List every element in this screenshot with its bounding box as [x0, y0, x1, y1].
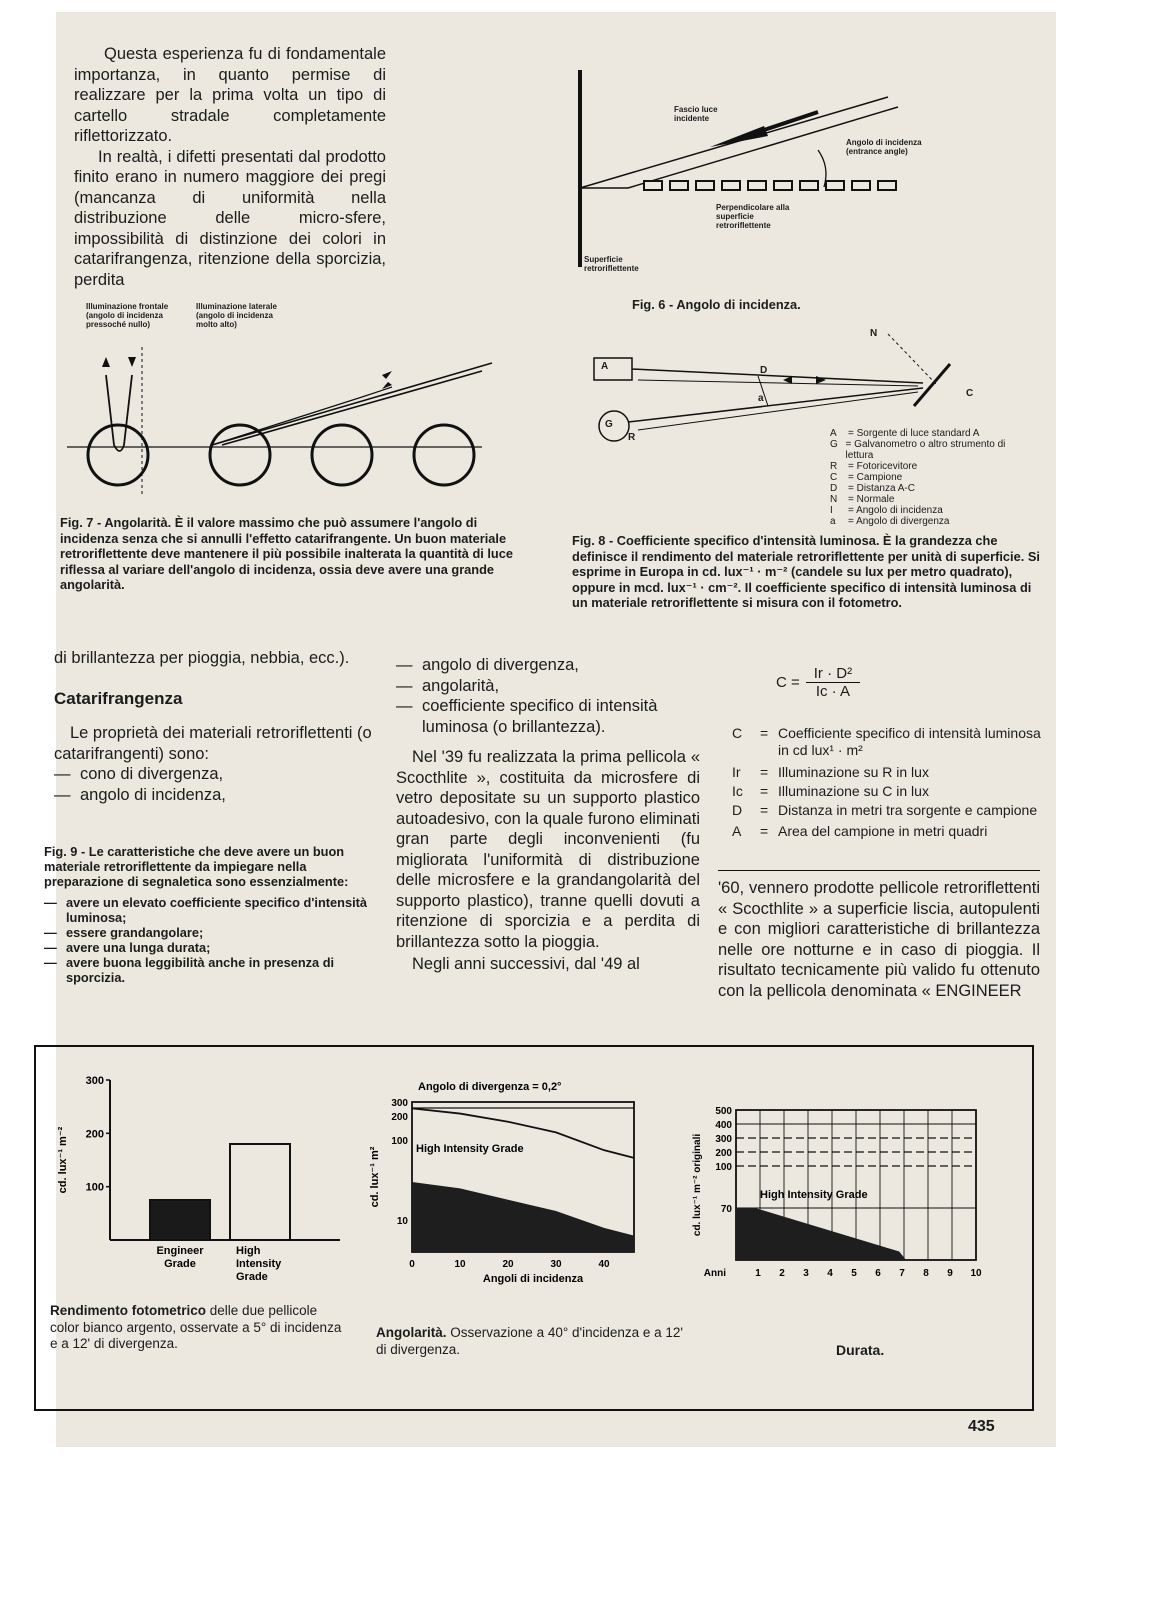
chart3-y-tick-label: 70: [720, 1204, 732, 1215]
chart1-y-axis-label: cd. lux⁻¹ m⁻²: [57, 1126, 69, 1194]
chart1-category-label: High: [236, 1245, 261, 1257]
chart1-bar: [230, 1144, 290, 1240]
list-item: — angolo di incidenza,: [54, 785, 226, 804]
fig8-beam-return: [638, 392, 918, 430]
chart3-y-tick-label: 400: [715, 1120, 732, 1131]
chart3-y-tick-label: 100: [715, 1162, 732, 1173]
chart1-y-tick-label: 200: [85, 1128, 104, 1141]
chart1-category-label: Intensity: [236, 1258, 282, 1270]
chart3-x-axis-label: Anni: [703, 1268, 726, 1279]
article-column-1-top: [74, 44, 386, 290]
fig9-list: [44, 895, 370, 985]
list-item: — angolo di divergenza,: [396, 656, 579, 674]
fig6-angle-arc: [818, 150, 826, 187]
chart2-x-tick-label: 20: [502, 1259, 514, 1270]
divider-rule: [718, 870, 1040, 871]
list-item: — avere un elevato coefficiente specifico d'intensità luminosa;: [44, 895, 368, 925]
chart2-x-tick-label: 30: [550, 1259, 562, 1270]
fig6-label-superficie: Superficie retroriflettente: [584, 255, 639, 273]
definition-row: A = Area del campione in metri quadri: [732, 823, 988, 839]
fig7-label-laterale: Illuminazione laterale (angolo di incidenza molto alto): [196, 302, 277, 329]
chart1-category-label: Grade: [236, 1271, 268, 1283]
article-column-3: [718, 878, 1040, 1001]
chart2-title: Angolo di divergenza = 0,2°: [418, 1082, 562, 1093]
list-item: — avere una lunga durata;: [44, 940, 211, 955]
formula-numerator: Ir · D²: [806, 665, 860, 683]
fig8-label-g: G: [605, 419, 613, 430]
chart2-series-area: [412, 1182, 634, 1252]
chart2-y-tick-label: 200: [391, 1112, 408, 1124]
fig6-label-perpendicolare: Perpendicolare alla superficie retroriflettente: [716, 203, 790, 230]
fig6-perpendicular-dashes: [644, 181, 896, 190]
chart3-x-tick-label: 10: [970, 1268, 982, 1279]
chart2-series-label: High Intensity Grade: [416, 1143, 524, 1156]
paragraph-difetti: In realtà, i difetti presentati dal prodotto finito erano in numero maggiore dei pregi (mancanza di uniformità nella distribuzione delle micro-sfere, impossibilità di distinzione dei colori in catarifrangenza, ritenzione della sporcizia, perdita: [74, 147, 386, 289]
chart3-x-tick-label: 7: [899, 1268, 905, 1279]
chart1-caption-title: Rendimento fotometrico: [50, 1303, 207, 1318]
list-item: — angolarità,: [396, 676, 500, 695]
fig8-caption: Fig. 8 - Coefficiente specifico d'intensità luminosa. È la grandezza che definisce il rendimento del materiale retroriflettente per unità di superficie. Si esprime in Europa in cd. lux⁻¹ · m⁻² (candele su lux per metro quadrato), oppure in mcd. lux⁻¹ · cm⁻². Il coefficiente specifico di intensità luminosa di un materiale retroriflettente si misura con il fotometro.: [572, 533, 1040, 610]
chart3-y-tick-label: 300: [715, 1134, 732, 1145]
formula-block: [776, 665, 1056, 700]
fig7-frontal-rays: [106, 375, 132, 451]
fig7-label-frontale: Illuminazione frontale (angolo di incidenza pressoché nullo): [86, 302, 169, 329]
fig8-source-box: [594, 358, 632, 380]
chart3-x-tick-label: 6: [875, 1268, 881, 1279]
fig7-diagram: [62, 305, 512, 510]
chart3-x-tick-label: 9: [947, 1268, 953, 1279]
chart1-caption: delle due pellicole color bianco argento, osservate a 5° di incidenza e a 12' di divergenza.: [50, 1303, 342, 1351]
list-item: — cono di divergenza,: [54, 765, 224, 783]
chart3-caption: Durata.: [836, 1342, 885, 1358]
formula-denominator: Ic · A: [815, 683, 851, 700]
fig7-lateral-rays: [212, 363, 492, 445]
chart-rendimento: [50, 1070, 350, 1295]
chart3-x-tick-label: 4: [827, 1268, 833, 1279]
fig9-caption: Fig. 9 - Le caratteristiche che deve avere un buon materiale retroriflettente da impiegare nella preparazione di segnaletica sono essenzialmente:: [44, 844, 349, 889]
article-column-1-bottom: [54, 648, 376, 805]
fig8-label-n: N: [870, 328, 878, 339]
chart3-x-tick-label: 1: [755, 1268, 761, 1279]
fig8-legend-item: R = Fotoricevitore: [830, 461, 918, 472]
chart1-y-tick-label: 100: [85, 1181, 104, 1194]
fig7-sphere-3: [312, 425, 372, 485]
fig6-label-angolo: Angolo di incidenza (entrance angle): [846, 138, 922, 156]
fig6-caption: Fig. 6 - Angolo di incidenza.: [632, 297, 801, 312]
chart2-caption: Osservazione a 40° d'incidenza e a 12' di divergenza.: [376, 1325, 683, 1357]
chart2-x-tick-label: 40: [598, 1259, 610, 1270]
chart-angolarita: [366, 1082, 666, 1307]
paragraph-anni-successivi: Negli anni successivi, dal '49 al: [412, 955, 640, 973]
chart3-x-tick-label: 8: [923, 1268, 929, 1279]
fig8-legend-item: G = Galvanometro o altro strumento di lettura: [830, 439, 1006, 461]
chart1-category-label: Grade: [164, 1258, 196, 1270]
fig7-caption: Fig. 7 - Angolarità. È il valore massimo che può assumere l'angolo di incidenza senza che si annulli l'effetto catarifrangente. Un buon materiale retroriflettente deve mantenere il più possibile inalterata la quantità di luce riflessa al variare dell'angolo di incidenza, ossia deve avere una grande angolarità.: [60, 515, 513, 592]
list-item: — essere grandangolare;: [44, 925, 204, 940]
chart3-y-tick-label: 200: [715, 1148, 732, 1159]
fig8-legend-item: N = Normale: [830, 494, 895, 505]
paragraph-continuation: di brillantezza per pioggia, nebbia, ecc.).: [54, 649, 350, 667]
definition-row: Ir = Illuminazione su R in lux: [732, 764, 929, 780]
formula-fraction: [806, 665, 860, 700]
fig6-diagram: [568, 62, 928, 277]
fig8-legend: [830, 428, 1010, 527]
formula-definitions: [732, 725, 1054, 840]
chart2-x-tick-label: 10: [454, 1259, 466, 1270]
page-number: 435: [968, 1418, 995, 1435]
property-list-col1: [54, 764, 376, 805]
fig8-label-r: R: [628, 432, 636, 443]
fig8-legend-item: a = Angolo di divergenza: [830, 516, 950, 527]
chart1-y-tick-label: 300: [85, 1075, 104, 1087]
fig8-sample: [914, 364, 950, 406]
fig8-legend-item: I = Angolo di incidenza: [830, 505, 943, 516]
chart3-y-axis-label: cd. lux⁻¹ m⁻² originali: [692, 1133, 703, 1237]
fig7-sphere-4: [414, 425, 474, 485]
chart3-x-tick-label: 2: [779, 1268, 785, 1279]
list-item: — coefficiente specifico di intensità luminosa (o brillantezza).: [396, 697, 658, 736]
chart3-y-tick-label: 500: [715, 1106, 732, 1117]
chart1-bar: [150, 1200, 210, 1240]
fig6-label-fascio: Fascio luce incidente: [674, 105, 718, 123]
fig8-legend-item: C = Campione: [830, 472, 903, 483]
chart2-y-tick-label: 300: [391, 1098, 408, 1109]
fig8-galvanometer: [599, 411, 629, 441]
paragraph-scotchlite-60: '60, vennero prodotte pellicole retroriflettenti « Scocthlite » a superficie liscia, autopulenti e con migliori caratteristiche di brillantezza nelle ore notturne e in caso di pioggia. Il risultato tecnicamente più valido fu ottenuto con la pellicola denominata « ENGINEER: [718, 879, 1040, 1000]
fig8-legend-item: D = Distanza A-C: [830, 483, 915, 494]
definition-row: D = Distanza in metri tra sorgente e campione: [732, 802, 1038, 818]
article-column-2: [396, 655, 700, 975]
property-list-col2: [396, 655, 700, 737]
fig9-block: [44, 844, 370, 985]
paragraph-intro: Questa esperienza fu di fondamentale importanza, in quanto permise di realizzare per la prima volta un tipo di cartello stradale completamente riflettorizzato.: [74, 45, 386, 145]
fig8-beam-lower: [628, 388, 923, 422]
fig8-label-c: C: [966, 388, 974, 399]
chart-durata: [690, 1095, 1010, 1315]
chart1-category-label: Engineer: [156, 1245, 204, 1257]
paragraph-proprieta: Le proprietà dei materiali retroriflettenti (o catarifrangenti) sono:: [54, 724, 372, 763]
list-item: — avere buona leggibilità anche in presenza di sporcizia.: [44, 955, 335, 985]
chart3-x-tick-label: 5: [851, 1268, 857, 1279]
fig8-label-d: D: [760, 365, 768, 376]
fig8-label-alpha: a: [758, 393, 764, 404]
chart2-x-tick-label: 0: [409, 1259, 415, 1270]
chart1-caption-block: [50, 1303, 350, 1353]
fig8-normal: [888, 334, 936, 384]
chart2-caption-title: Angolarità.: [376, 1325, 447, 1340]
fig6-arrow-head: [710, 126, 768, 147]
chart3-series-area: [736, 1208, 906, 1260]
fig8-label-a: A: [601, 361, 609, 372]
formula: [776, 665, 1056, 700]
chart2-y-axis-label: cd. lux⁻¹ m²: [369, 1146, 381, 1208]
chart2-y-tick-label: 10: [396, 1216, 408, 1228]
paragraph-scotchlite: Nel '39 fu realizzata la prima pellicola « Scocthlite », costituita da microsfere di vetro depositate su un supporto plastico autoadesivo, con la quale furono eliminati gran parte degli inconvenienti (fu migliorata l'uniformità di distribuzione delle microsfere e la grandangolarità del supporto plastico), tranne quelli dovuti a ritenzione di sporcizia e a perdita di brillantezza sotto la pioggia.: [396, 748, 700, 951]
definition-row: C = Coefficiente specifico di intensità luminosa in cd lux¹ · m²: [732, 725, 1041, 758]
definition-row: Ic = Illuminazione su C in lux: [732, 783, 929, 799]
chart3-series-label: High Intensity Grade: [760, 1189, 868, 1201]
formula-lhs: C =: [776, 674, 800, 691]
chart2-caption-block: [376, 1325, 696, 1358]
chart2-x-axis-label: Angoli di incidenza: [482, 1273, 584, 1285]
chart3-x-tick-label: 3: [803, 1268, 809, 1279]
fig8-legend-item: A = Sorgente di luce standard A: [830, 428, 980, 439]
section-heading-catarifrangenza: Catarifrangenza: [54, 688, 183, 708]
fig7-sphere-1: [88, 425, 148, 485]
chart2-y-tick-label: 100: [391, 1136, 408, 1148]
